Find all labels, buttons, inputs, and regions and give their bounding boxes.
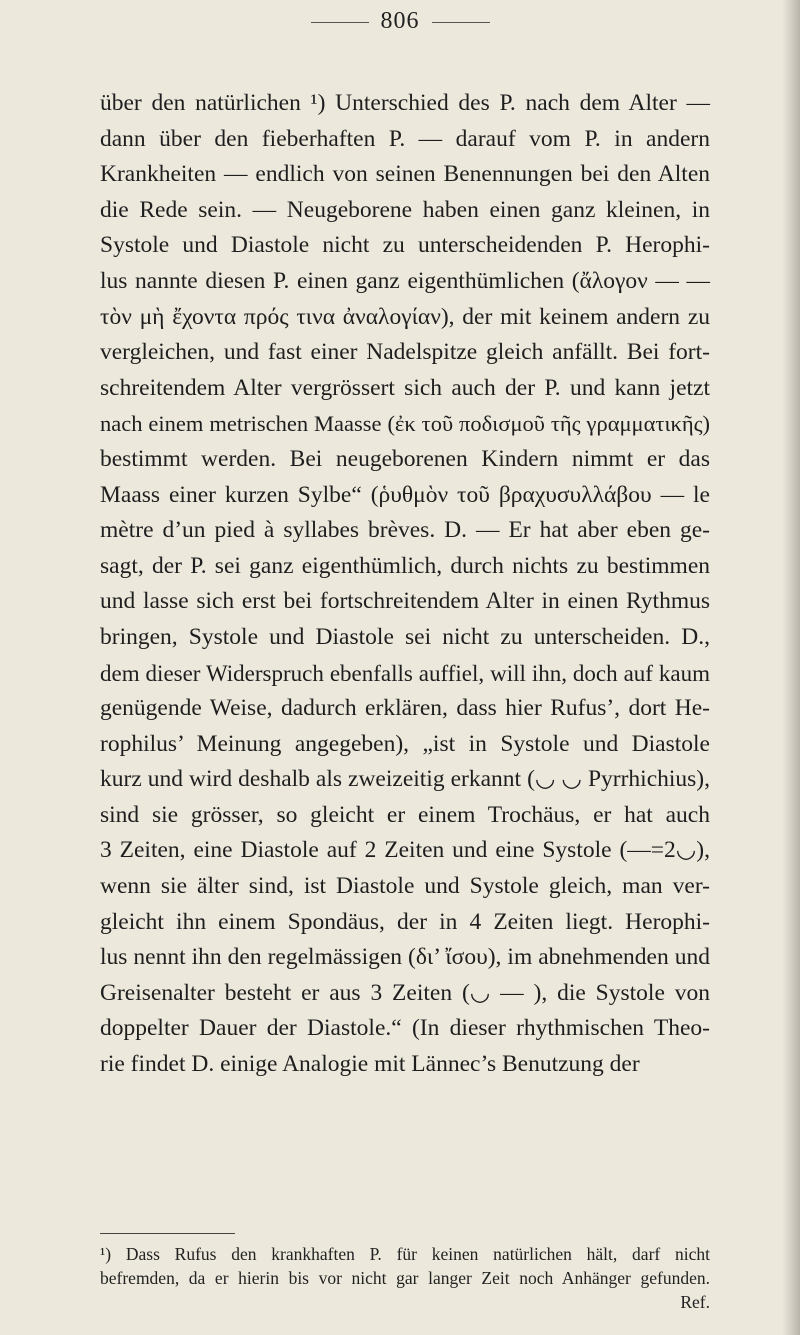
text-line: und lasse sich erst bei fortschreitendem Alter in einen Rythmus (100, 588, 710, 615)
body-text (100, 86, 710, 1083)
text-line: gleicht ihn einem Spondäus, der in 4 Zeiten liegt. Herophi- (100, 908, 710, 935)
text-line: Maass einer kurzen Sylbe“ (ῥυθμὸν τοῦ βραχυσυλλάβου — le (100, 481, 710, 508)
text-line: doppelter Dauer der Diastole.“ (In dieser rhythmischen Theo- (100, 1015, 710, 1042)
header-dash-right (432, 22, 490, 23)
text-line: bestimmt werden. Bei neugeborenen Kindern nimmt er das (100, 445, 710, 472)
text-line: sagt, der P. sei ganz eigenthümlich, durch nichts zu bestimmen (100, 552, 710, 579)
footnote-line: ¹) Dass Rufus den krankhaften P. für keinen natürlichen hält, darf nicht (100, 1244, 710, 1264)
text-line: rophilus’ Meinung angegeben), „ist in Systole und Diastole (100, 730, 710, 757)
text-line: Greisenalter besteht er aus 3 Zeiten (◡ — ), die Systole von (100, 979, 710, 1006)
text-line: bringen, Systole und Diastole sei nicht zu unterscheiden. D., (100, 623, 710, 650)
footnote-signature: Ref. (680, 1292, 710, 1312)
text-line: sind sie grösser, so gleicht er einem Trochäus, er hat auch (100, 801, 710, 828)
text-line: lus nannte diesen P. einen ganz eigenthümlichen (ἄλογον — — (100, 267, 710, 294)
text-line: vergleichen, und fast einer Nadelspitze gleich anfällt. Bei fort- (100, 339, 710, 366)
text-line: Krankheiten — endlich von seinen Benennungen bei den Alten (100, 161, 710, 188)
page-number: 806 (380, 8, 420, 34)
text-line: nach einem metrischen Maasse (ἐκ τοῦ ποδισμοῦ τῆς γραμματικῆς) (100, 411, 710, 437)
text-line: dem dieser Widerspruch ebenfalls auffiel, will ihn, doch auf kaum (100, 660, 710, 686)
text-line: mètre d’un pied à syllabes brèves. D. — Er hat aber eben ge- (100, 517, 710, 544)
text-line: die Rede sein. — Neugeborene haben einen ganz kleinen, in (100, 196, 710, 223)
text-line: kurz und wird deshalb als zweizeitig erkannt (◡ ◡ Pyrrhichius), (100, 766, 710, 793)
text-line: dann über den fieberhaften P. — darauf vom P. in andern (100, 125, 710, 152)
footnote-line: befremden, da er hierin bis vor nicht gar langer Zeit noch Anhänger gefunden. (100, 1268, 710, 1288)
footnote-divider (100, 1233, 235, 1234)
text-line: lus nennt ihn den regelmässigen (δι’ ἴσου), im abnehmenden und (100, 944, 710, 971)
text-line: genügende Weise, dadurch erklären, dass hier Rufus’, dort He- (100, 695, 710, 722)
text-line: über den natürlichen ¹) Unterschied des P. nach dem Alter — (100, 90, 710, 116)
text-line: rie findet D. einige Analogie mit Lännec’s Benutzung der (100, 1051, 640, 1078)
text-line: τὸν μὴ ἔχοντα πρός τινα ἀναλογίαν), der mit keinem andern zu (100, 303, 710, 330)
text-line: schreitendem Alter vergrössert sich auch der P. und kann jetzt (100, 374, 710, 401)
page-edge-shadow (782, 0, 800, 1335)
text-line: 3 Zeiten, eine Diastole auf 2 Zeiten und eine Systole (—=2◡), (100, 837, 710, 864)
page-number-header (0, 8, 800, 35)
footnote (100, 1242, 710, 1314)
text-line: Systole und Diastole nicht zu unterscheidenden P. Herophi- (100, 232, 710, 259)
header-dash-left (311, 22, 369, 23)
text-line: wenn sie älter sind, ist Diastole und Systole gleich, man ver- (100, 873, 710, 900)
